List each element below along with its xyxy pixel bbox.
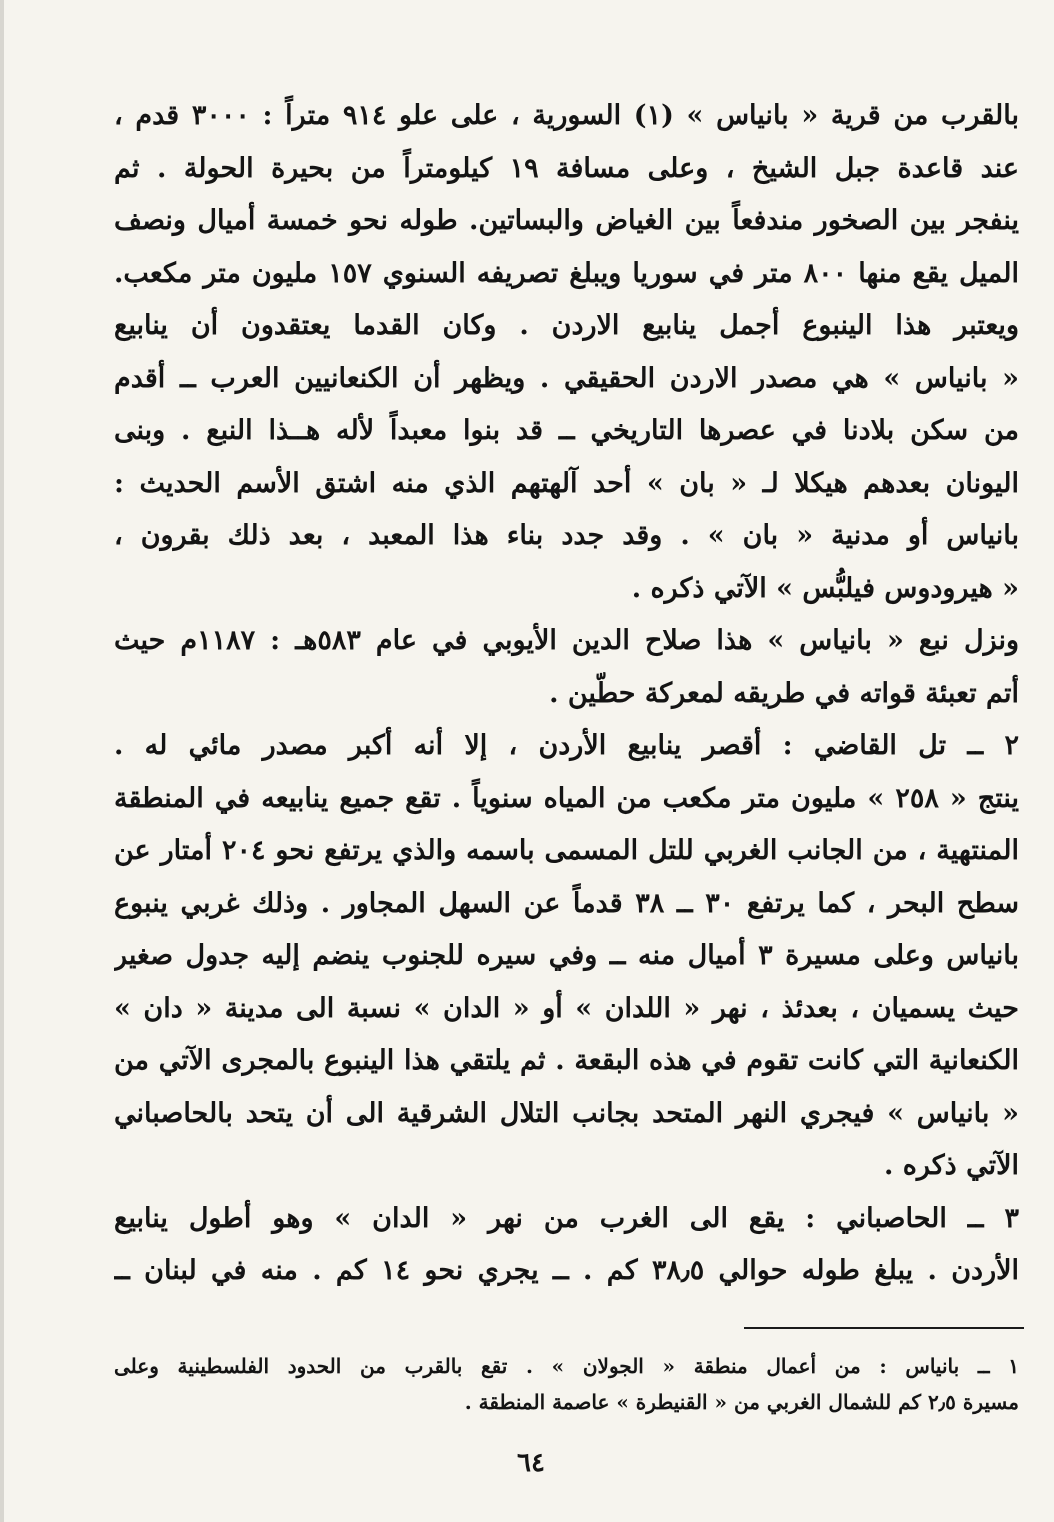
text-line: سطح البحر ، كما يرتفع ٣٠ ــ ٣٨ قدماً عن السهل المجاور . وذلك غربي ينبوع bbox=[114, 887, 1019, 919]
page-number: ٦٤ bbox=[517, 1448, 545, 1478]
text-line: الأردن . يبلغ طوله حوالي ٣٨٫٥ كم . ــ يجري نحو ١٤ كم . منه في لبنان ــ bbox=[114, 1255, 1019, 1286]
text-line: ٢ ــ تل القاضي : أقصر ينابيع الأردن ، إلا أنه أكبر مصدر مائي له . bbox=[114, 730, 1019, 761]
text-line: ينتج « ٢٥٨ » مليون متر مكعب من المياه سنوياً . تقع جميع ينابيعه في المنطقة bbox=[114, 782, 1019, 814]
text-line: « بانياس » فيجري النهر المتحد بجانب التلال الشرقية الى أن يتحد بالحاصباني bbox=[114, 1097, 1019, 1129]
text-line: ينفجر بين الصخور مندفعاً بين الغياض والبساتين. طوله نحو خمسة أميال ونصف bbox=[114, 205, 1019, 236]
main-text bbox=[114, 90, 1019, 1298]
footnote-line: ١ ــ بانياس : من أعمال منطقة « الجولان » . تقع بالقرب من الحدود الفلسطينية وعلى bbox=[114, 1354, 1019, 1378]
text-line: ٣ ــ الحاصباني : يقع الى الغرب من نهر « الدان » وهو أطول ينابيع bbox=[114, 1202, 1019, 1234]
text-line: « بانياس » هي مصدر الاردن الحقيقي . ويظهر أن الكنعانيين العرب ــ أقدم bbox=[114, 362, 1019, 394]
text-line: ويعتبر هذا الينبوع أجمل ينابيع الاردن . وكان القدما يعتقدون أن ينابيع bbox=[114, 310, 1019, 341]
text-line: حيث يسميان ، بعدئذ ، نهر « اللدان » أو « الدان » نسبة الى مدينة « دان » bbox=[114, 992, 1019, 1024]
text-line: بانياس أو مدنية « بان » . وقد جدد بناء هذا المعبد ، بعد ذلك بقرون ، bbox=[114, 520, 1019, 551]
text-line: « هيرودوس فيلبُّس » الآتي ذكره . bbox=[631, 572, 1019, 604]
text-line: من سكن بلادنا في عصرها التاريخي ــ قد بنوا معبداً لأله هــذا النبع . وبنى bbox=[114, 415, 1019, 446]
text-line: بالقرب من قرية « بانياس » (١) السورية ، على علو ٩١٤ متراً : ٣٠٠٠ قدم ، bbox=[114, 100, 1019, 131]
text-line: الكنعانية التي كانت تقوم في هذه البقعة . ثم يلتقي هذا الينبوع بالمجرى الآتي من bbox=[114, 1045, 1019, 1076]
footnotes bbox=[114, 1348, 1019, 1420]
text-line: أتم تعبئة قواته في طريقه لمعركة حطّين . bbox=[549, 677, 1019, 709]
footnote-line: مسيرة ٢٫٥ كم للشمال الغربي من « القنيطرة » عاصمة المنطقة . bbox=[464, 1390, 1019, 1414]
text-line: المنتهية ، من الجانب الغربي للتل المسمى باسمه والذي يرتفع نحو ٢٠٤ أمتار عن bbox=[114, 835, 1019, 866]
text-line: عند قاعدة جبل الشيخ ، وعلى مسافة ١٩ كيلومتراً من بحيرة الحولة . ثم bbox=[114, 152, 1019, 184]
text-line: الآتي ذكره . bbox=[883, 1150, 1019, 1181]
text-line: اليونان بعدهم هيكلا لـ « بان » أحد آلهتهم الذي منه اشتق الأسم الحديث : bbox=[114, 467, 1019, 499]
text-line: ونزل نبع « بانياس » هذا صلاح الدين الأيوبي في عام ٥٨٣هـ : ١١٨٧م حيث bbox=[114, 625, 1019, 656]
text-line: الميل يقع منها ٨٠٠ متر في سوريا ويبلغ تصريفه السنوي ١٥٧ مليون متر مكعب. bbox=[114, 257, 1019, 289]
text-line: بانياس وعلى مسيرة ٣ أميال منه ــ وفي سيره للجنوب ينضم إليه جدول صغير bbox=[114, 940, 1019, 971]
footnote-divider bbox=[744, 1327, 1024, 1329]
